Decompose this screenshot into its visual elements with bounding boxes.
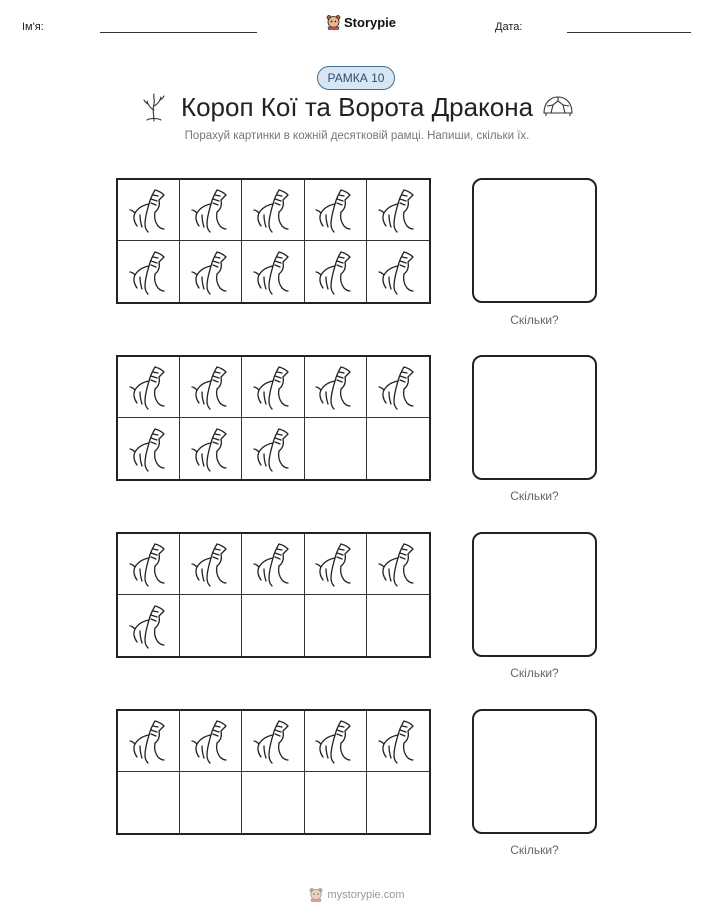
frame-cell xyxy=(118,711,180,772)
dragon-claw-icon xyxy=(377,540,419,588)
dragon-claw-icon xyxy=(252,540,294,588)
instructions: Порахуй картинки в кожній десятковій рамці. Напиши, скільки їх. xyxy=(184,130,530,142)
dragon-claw-icon xyxy=(190,425,232,473)
dragon-claw-icon xyxy=(128,602,170,650)
frame-cell xyxy=(118,534,180,595)
dragon-claw-icon xyxy=(252,248,294,296)
frame-cell xyxy=(305,357,367,418)
page-title: Короп Кої та Ворота Дракона xyxy=(180,92,534,122)
answer-box-3[interactable] xyxy=(472,532,597,657)
footer-url: mystorypie.com xyxy=(327,888,405,901)
how-many-label-3: Скільки? xyxy=(510,666,559,680)
ten-frame-1 xyxy=(116,178,431,304)
dragon-claw-icon xyxy=(314,717,356,765)
answer-box-1[interactable] xyxy=(472,178,597,303)
dragon-claw-icon xyxy=(252,363,294,411)
storypie-mascot-icon xyxy=(326,14,341,30)
dragon-claw-icon xyxy=(252,425,294,473)
dragon-claw-icon xyxy=(128,248,170,296)
dragon-claw-icon xyxy=(314,363,356,411)
dragon-claw-icon xyxy=(128,186,170,234)
frame-cell xyxy=(367,241,429,302)
frame-cell xyxy=(367,711,429,772)
dragon-claw-icon xyxy=(190,540,232,588)
frame-cell xyxy=(118,241,180,302)
dragon-claw-icon xyxy=(314,540,356,588)
date-line[interactable] xyxy=(567,32,691,33)
date-label: Дата: xyxy=(495,21,523,33)
frame-cell xyxy=(242,534,304,595)
frame-cell xyxy=(305,772,367,833)
how-many-label-2: Скільки? xyxy=(510,489,559,503)
logo-text: Storypie xyxy=(344,14,397,30)
dragon-claw-icon xyxy=(128,363,170,411)
frame-cell xyxy=(242,772,304,833)
ten-frame-3 xyxy=(116,532,431,658)
ten-frame-2 xyxy=(116,355,431,481)
dragon-claw-icon xyxy=(377,363,419,411)
dragon-claw-icon xyxy=(128,425,170,473)
frame-cell xyxy=(367,418,429,479)
frame-cell xyxy=(118,180,180,241)
frame-cell xyxy=(118,595,180,656)
frame-cell xyxy=(367,357,429,418)
answer-box-2[interactable] xyxy=(472,355,597,480)
ten-frame-4 xyxy=(116,709,431,835)
dragon-claw-icon xyxy=(314,248,356,296)
dragon-claw-icon xyxy=(377,248,419,296)
frame-cell xyxy=(305,595,367,656)
frame-cell xyxy=(242,180,304,241)
frame-cell xyxy=(180,772,242,833)
frame-cell xyxy=(242,418,304,479)
name-label: Ім'я: xyxy=(22,21,44,33)
frame-cell xyxy=(180,357,242,418)
frame-cell xyxy=(180,595,242,656)
dragon-claw-icon xyxy=(190,186,232,234)
dragon-claw-icon xyxy=(377,186,419,234)
frame-cell xyxy=(242,357,304,418)
dragon-claw-icon xyxy=(190,248,232,296)
frame-cell xyxy=(118,357,180,418)
frame-cell xyxy=(305,180,367,241)
frame-cell xyxy=(118,418,180,479)
how-many-label-1: Скільки? xyxy=(510,313,559,327)
frame-cell xyxy=(180,241,242,302)
frame-cell xyxy=(367,595,429,656)
frame-cell xyxy=(242,711,304,772)
frame-cell xyxy=(367,180,429,241)
dragon-claw-icon xyxy=(128,717,170,765)
frame-cell xyxy=(305,534,367,595)
dragon-claw-icon xyxy=(314,186,356,234)
dragon-claw-icon xyxy=(190,363,232,411)
dragon-claw-icon xyxy=(252,717,294,765)
footer xyxy=(0,887,714,902)
dragon-claw-icon xyxy=(128,540,170,588)
storypie-logo xyxy=(326,14,396,30)
frame-cell xyxy=(367,534,429,595)
frame-cell xyxy=(180,180,242,241)
frame-cell xyxy=(305,418,367,479)
dragon-claw-icon xyxy=(377,717,419,765)
dragon-claw-icon xyxy=(190,717,232,765)
storypie-mascot-icon xyxy=(309,887,323,902)
how-many-label-4: Скільки? xyxy=(510,843,559,857)
dragon-claw-icon xyxy=(252,186,294,234)
frame-cell xyxy=(118,772,180,833)
frame-cell xyxy=(242,241,304,302)
frame-cell xyxy=(180,534,242,595)
frame-badge: РАМКА 10 xyxy=(317,66,395,90)
frame-cell xyxy=(242,595,304,656)
frame-cell xyxy=(305,711,367,772)
answer-box-4[interactable] xyxy=(472,709,597,834)
frame-cell xyxy=(367,772,429,833)
turtle-shell-icon xyxy=(542,94,574,118)
name-line[interactable] xyxy=(100,32,257,33)
frame-cell xyxy=(180,711,242,772)
frame-cell xyxy=(180,418,242,479)
frame-cell xyxy=(305,241,367,302)
